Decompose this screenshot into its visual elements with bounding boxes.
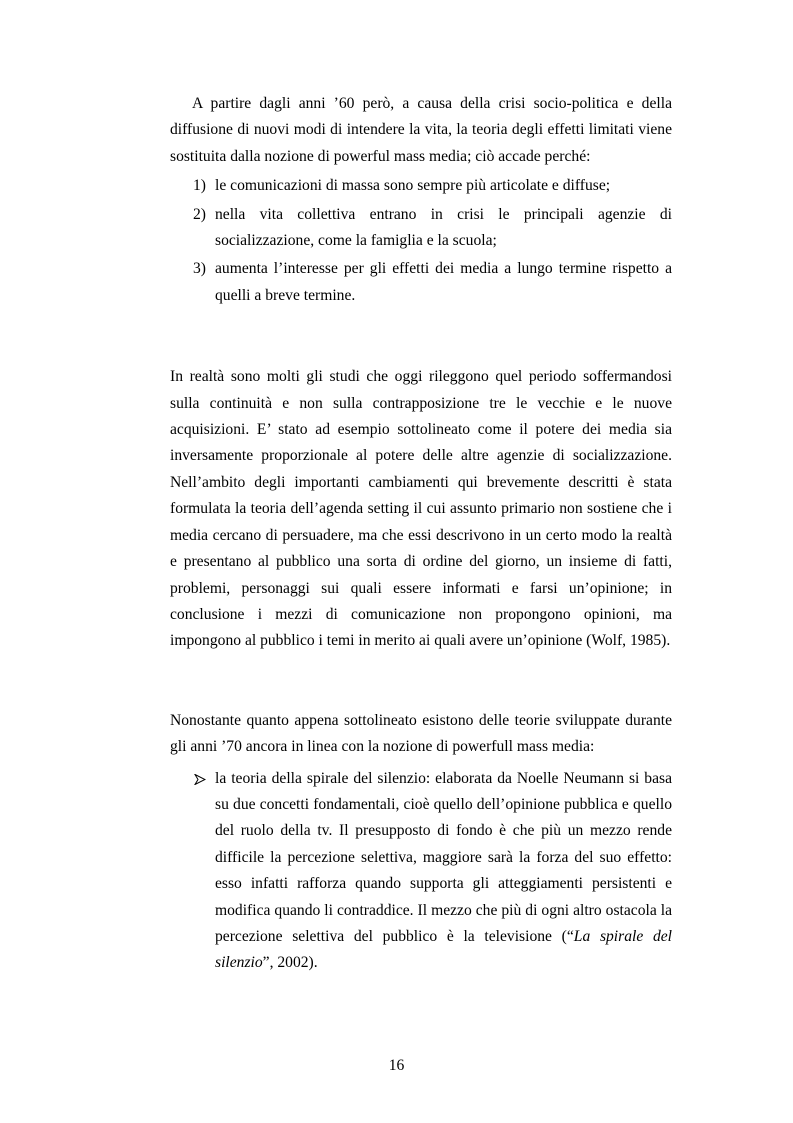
- paragraph-1: A partire dagli anni ’60 però, a causa della crisi socio-politica e della diffusione di nuovi modi di intendere la vita, la teoria degli effetti limitati viene sostituita dalla nozione di powerful mass media; ciò accade perché:: [170, 95, 672, 165]
- arrow-bullet-icon: [194, 774, 206, 785]
- bullet-list: [170, 766, 672, 977]
- numbered-list: [170, 173, 672, 309]
- bullet-text-end: ”, 2002).: [262, 954, 318, 972]
- list-item-text: nella vita collettiva entrano in crisi le principali agenzie di socializzazione, come la famiglia e la scuola;: [215, 205, 672, 250]
- list-item-number: 2): [193, 205, 206, 223]
- book-title: La spirale del silenzio: [215, 927, 672, 972]
- list-item-number: 1): [193, 177, 206, 195]
- bullet-item: [170, 766, 672, 977]
- list-item-number: 3): [193, 260, 206, 278]
- spacer: [170, 655, 672, 708]
- page-body: [170, 91, 672, 977]
- paragraph-3: Nonostante quanto appena sottolineato esistono delle teorie sviluppate durante gli anni ’70 ancora in linea con la nozione di powerfull mass media:: [170, 711, 672, 756]
- bullet-text: la teoria della spirale del silenzio: elaborata da Noelle Neumann si basa su due concetti fondamentali, cioè quello dell’opinione pubblica e quello del ruolo della tv. Il presupposto di fondo è che più un mezzo rende difficile la percezione selettiva, maggiore sarà la forza del suo effetto: esso infatti rafforza quando supporta gli atteggiamenti persistenti e modifica quando li contraddice. Il mezzo che più di ogni altro ostacola la percezione selettiva del pubblico è la televisione (“: [215, 769, 672, 945]
- list-item-text: le comunicazioni di massa sono sempre più articolate e diffuse;: [215, 177, 611, 195]
- page-number: 16: [388, 1057, 405, 1074]
- paragraph-2: In realtà sono molti gli studi che oggi rileggono quel periodo soffermandosi sulla continuità e non sulla contrapposizione tre le vecchie e le nuove acquisizioni. E’ stato ad esempio sottolineato come il potere dei media sia inversamente proporzionale al potere delle altre agenzie di socializzazione. Nell’ambito degli importanti cambiamenti qui brevemente descritti è stata formulata la teoria dell’agenda setting il cui assunto primario non sostiene che i media cercano di persuadere, ma che essi descrivono in un certo modo la realtà e presentano al pubblico una sorta di ordine del giorno, un insieme di fatti, problemi, personaggi sui quali essere informati e farsi un’opinione; in conclusione i mezzi di comunicazione non propongono opinioni, ma impongono al pubblico i temi in merito ai quali avere un’opinione (Wolf, 1985).: [170, 368, 672, 650]
- list-item: [170, 202, 672, 255]
- spacer: [170, 311, 672, 364]
- list-item: [170, 256, 672, 309]
- list-item: [170, 173, 672, 199]
- list-item-text: aumenta l’interesse per gli effetti dei media a lungo termine rispetto a quelli a breve termine.: [215, 260, 672, 304]
